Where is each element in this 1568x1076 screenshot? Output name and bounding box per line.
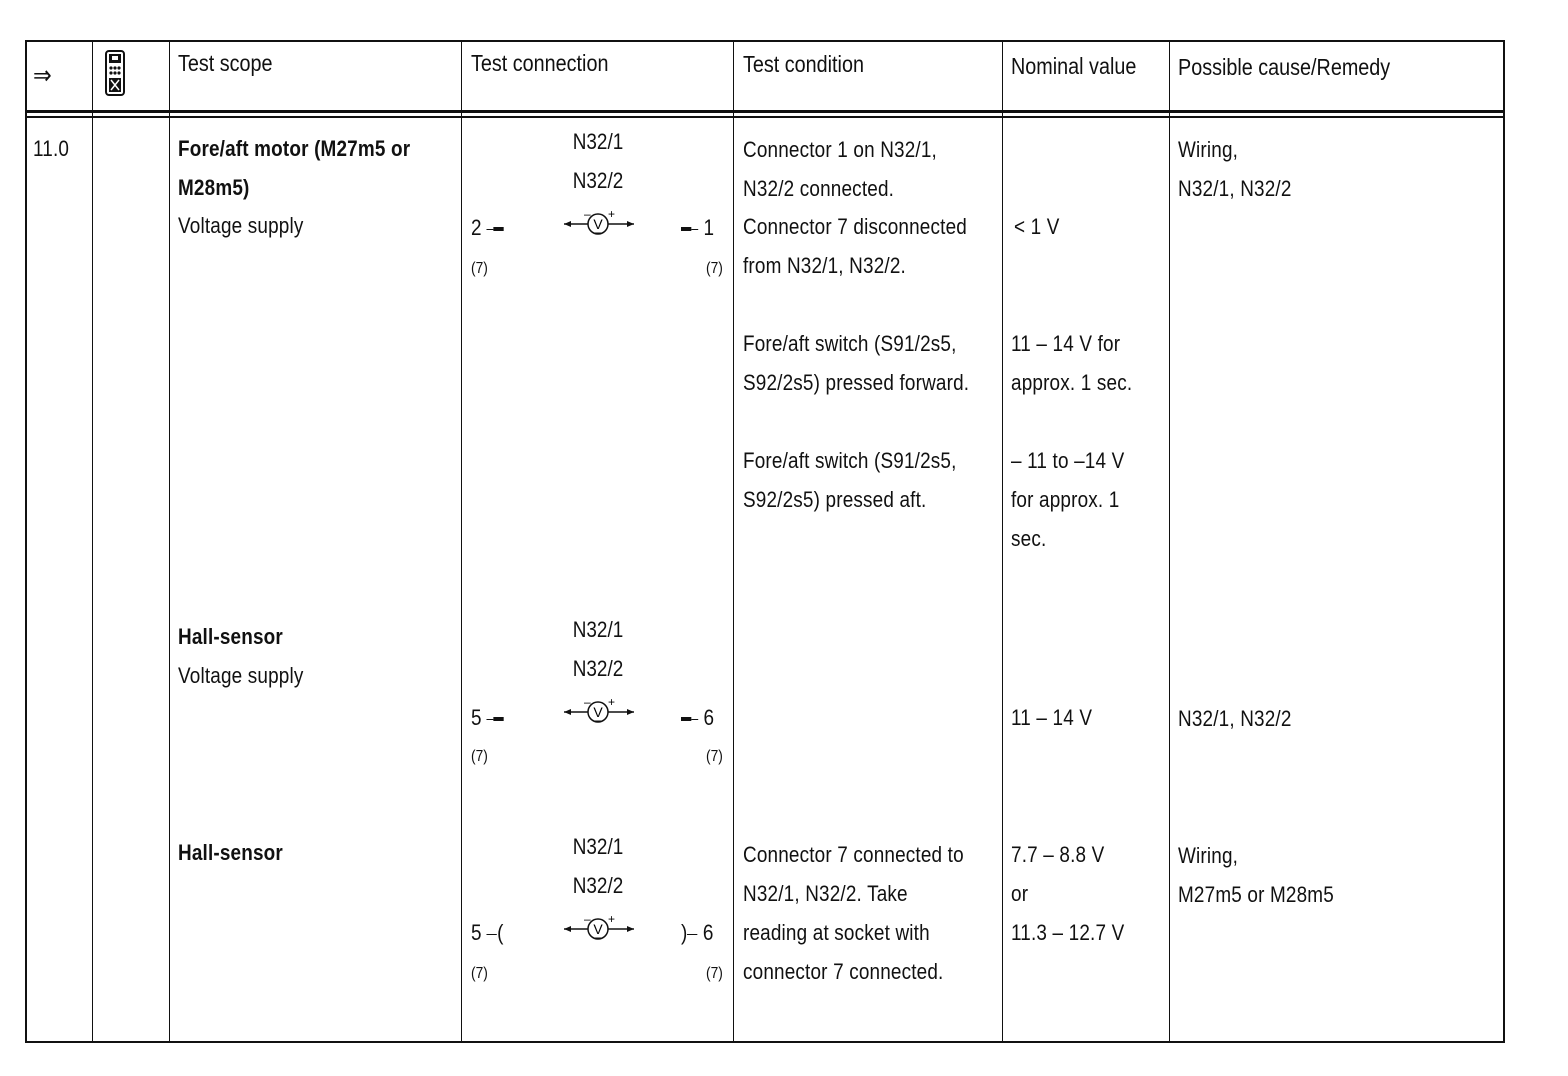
pin-number: 6 <box>703 705 715 730</box>
pin-right: ) 6 <box>681 920 714 945</box>
scope-title: Hall-sensor <box>178 840 283 865</box>
nominal-value: – 11 to –14 V <box>1011 448 1125 473</box>
svg-text:+: + <box>608 697 616 709</box>
pin-number: 5 <box>471 705 482 730</box>
nominal-value: or <box>1011 881 1029 906</box>
pin-left <box>471 705 504 731</box>
svg-text:V: V <box>593 704 603 720</box>
condition-line: S92/2s5) pressed aft. <box>743 487 927 512</box>
condition-line: N32/1, N32/2. Take <box>743 881 908 906</box>
condition-line: S92/2s5) pressed forward. <box>743 370 970 395</box>
pin-number: 5 <box>471 920 482 945</box>
connector-label: N32/2 <box>572 656 624 681</box>
cause-line: M27m5 or M28m5 <box>1178 882 1334 907</box>
column-divider <box>733 40 734 1043</box>
column-divider <box>1002 40 1003 1043</box>
condition-line: Connector 7 connected to <box>743 842 964 867</box>
pin-left <box>471 215 504 241</box>
column-divider <box>1169 40 1170 1043</box>
nominal-value: < 1 V <box>1014 214 1060 239</box>
header-rule <box>25 116 1505 118</box>
header-nominal-value: Nominal value <box>1011 53 1137 79</box>
scope-subtitle: Voltage supply <box>178 663 304 688</box>
cause-line: N32/1, N32/2 <box>1178 706 1292 731</box>
nominal-value: approx. 1 sec. <box>1011 370 1133 395</box>
svg-text:V: V <box>593 921 603 937</box>
pin-right <box>681 705 714 731</box>
pin-number: 6 <box>702 920 714 945</box>
condition-line: Fore/aft switch (S91/2s5, <box>743 331 957 356</box>
header-test-condition: Test condition <box>743 51 864 77</box>
header-test-connection: Test connection <box>471 50 609 76</box>
pin-left: 5 ( <box>471 920 504 945</box>
nominal-value: for approx. 1 <box>1011 487 1120 512</box>
pin-number: 2 <box>471 215 482 240</box>
step-number: 11.0 <box>33 136 70 161</box>
condition-line: from N32/1, N32/2. <box>743 253 906 278</box>
cause-line: Wiring, <box>1178 137 1239 162</box>
header-rule <box>25 110 1505 113</box>
scope-title: Fore/aft motor (M27m5 or <box>178 136 411 161</box>
connector-label: N32/1 <box>572 617 624 642</box>
header-test-scope: Test scope <box>178 50 273 76</box>
column-divider <box>461 40 462 1043</box>
connector-number: (7) <box>471 965 488 982</box>
nominal-value: sec. <box>1011 526 1047 551</box>
scope-subtitle: Voltage supply <box>178 213 304 238</box>
connector-number: (7) <box>471 260 488 277</box>
scope-title: Hall-sensor <box>178 624 283 649</box>
connector-label: N32/1 <box>572 834 624 859</box>
connector-label: N32/2 <box>572 168 624 193</box>
svg-text:V: V <box>593 216 603 232</box>
nominal-value: 11 – 14 V for <box>1011 331 1121 356</box>
voltmeter-icon <box>562 914 642 944</box>
nominal-value: 7.7 – 8.8 V <box>1011 842 1105 867</box>
connector-number: (7) <box>706 965 723 982</box>
header-possible-cause: Possible cause/Remedy <box>1178 54 1391 80</box>
pin-number: 1 <box>703 215 715 240</box>
condition-line: Connector 1 on N32/1, <box>743 137 937 162</box>
svg-text:–: – <box>584 697 591 709</box>
nominal-value: 11.3 – 12.7 V <box>1011 920 1125 945</box>
pin-right <box>681 215 714 241</box>
cause-line: N32/1, N32/2 <box>1178 176 1292 201</box>
connector-number: (7) <box>706 748 723 765</box>
svg-text:–: – <box>584 914 591 926</box>
arrow-icon: ⇒ <box>33 60 52 90</box>
svg-text:–: – <box>584 209 591 221</box>
svg-text:+: + <box>608 914 616 926</box>
condition-line: connector 7 connected. <box>743 959 944 984</box>
tester-device-icon <box>104 50 126 96</box>
column-divider <box>92 40 93 1043</box>
connector-label: N32/1 <box>572 129 624 154</box>
condition-line: Fore/aft switch (S91/2s5, <box>743 448 957 473</box>
svg-text:+: + <box>608 209 616 221</box>
connector-number: (7) <box>706 260 723 277</box>
column-divider <box>169 40 170 1043</box>
condition-line: Connector 7 disconnected <box>743 214 967 239</box>
nominal-value: 11 – 14 V <box>1011 705 1093 730</box>
condition-line: reading at socket with <box>743 920 930 945</box>
voltmeter-icon <box>562 209 642 239</box>
scope-title: M28m5) <box>178 175 250 200</box>
voltmeter-icon <box>562 697 642 727</box>
cause-line: Wiring, <box>1178 843 1239 868</box>
condition-line: N32/2 connected. <box>743 176 895 201</box>
connector-number: (7) <box>471 748 488 765</box>
connector-label: N32/2 <box>572 873 624 898</box>
